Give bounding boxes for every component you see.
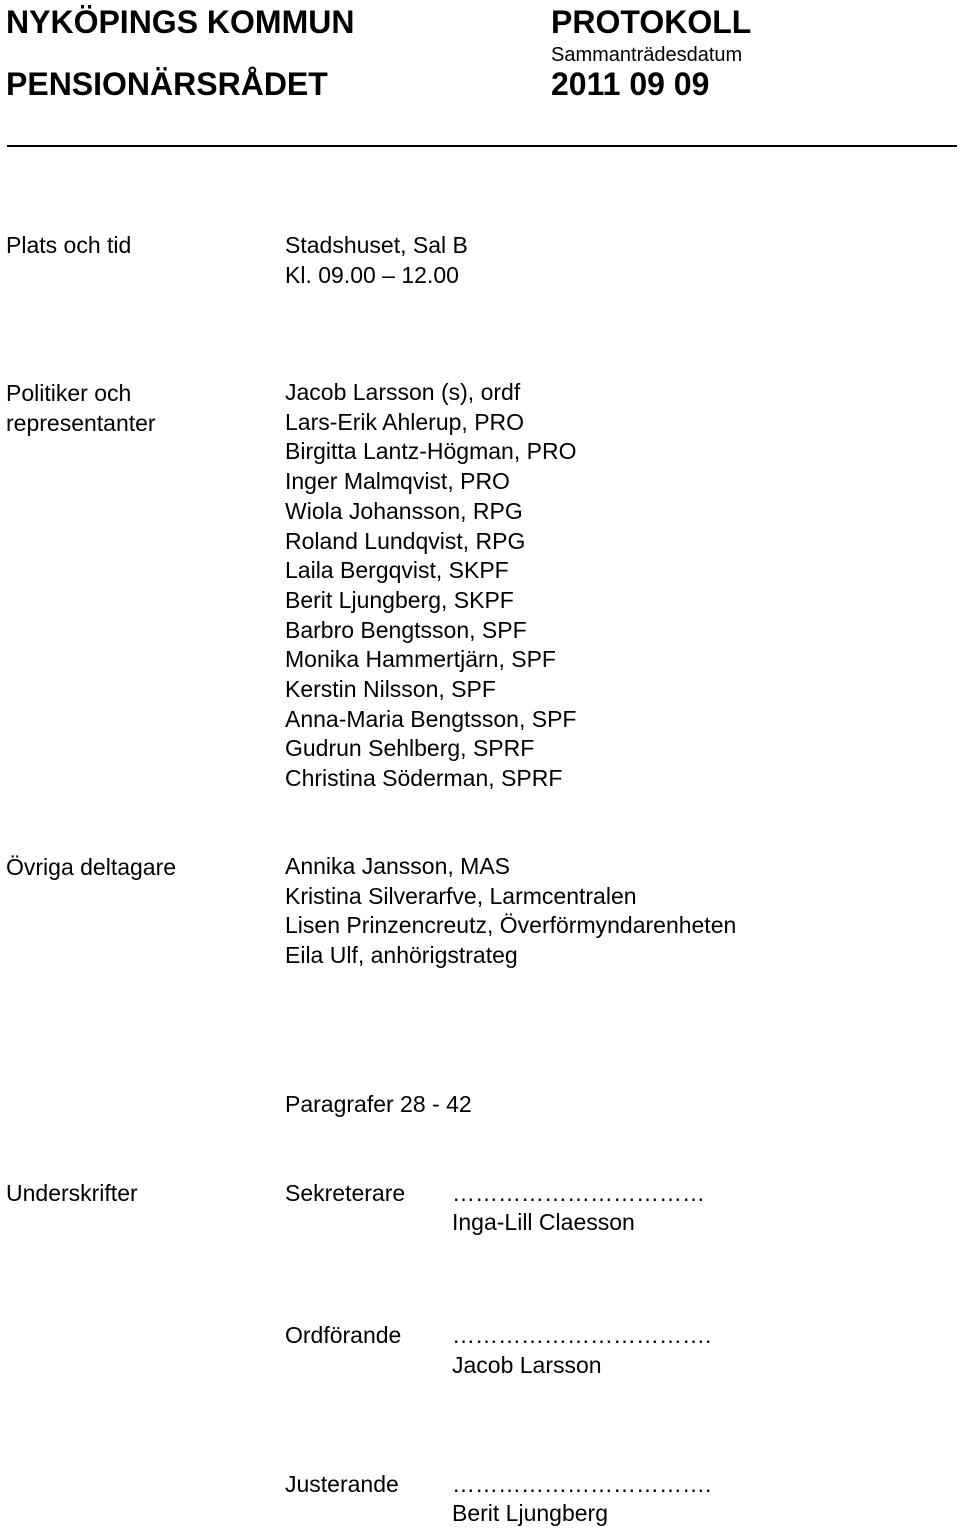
org-name: NYKÖPINGS KOMMUN (6, 4, 355, 40)
list-item: Anna-Maria Bengtsson, SPF (285, 705, 577, 732)
politicians-list (285, 378, 576, 794)
date-label: Sammanträdesdatum (551, 44, 743, 66)
chair-name: Jacob Larsson (452, 1352, 602, 1378)
list-item: Roland Lundqvist, RPG (285, 527, 526, 554)
department-name: PENSIONÄRSRÅDET (6, 66, 328, 102)
list-item: Annika Jansson, MAS (285, 853, 511, 879)
list-item: Laila Bergqvist, SKPF (285, 557, 509, 584)
secretary-role: Sekreterare (285, 1180, 406, 1206)
list-item: Kristina Silverarfve, Larmcentralen (285, 882, 637, 909)
list-item: Birgitta Lantz-Högman, PRO (285, 438, 577, 465)
place-label: Plats och tid (6, 232, 132, 258)
chair-role: Ordförande (285, 1322, 402, 1348)
politicians-label-line2: representanter (6, 410, 156, 436)
place-venue: Stadshuset, Sal B (285, 232, 468, 258)
list-item: Barbro Bengtsson, SPF (285, 616, 527, 643)
others-label: Övriga deltagare (6, 854, 177, 880)
chair-signature-line: ……………………………. (452, 1322, 712, 1348)
adjuster-signature-line: ……………………………. (452, 1471, 712, 1497)
list-item: Wiola Johansson, RPG (285, 497, 523, 524)
list-item: Berit Ljungberg, SKPF (285, 586, 514, 613)
list-item: Eila Ulf, anhörigstrateg (285, 942, 518, 969)
meeting-date: 2011 09 09 (551, 66, 710, 102)
list-item: Monika Hammertjärn, SPF (285, 646, 556, 673)
signatures-label: Underskrifter (6, 1180, 138, 1206)
list-item: Lisen Prinzencreutz, Överförmyndarenheten (285, 912, 737, 939)
header-divider (7, 145, 957, 147)
others-list (285, 852, 736, 971)
secretary-signature-line: …………………………… (452, 1180, 705, 1206)
list-item: Gudrun Sehlberg, SPRF (285, 735, 535, 762)
document-type: PROTOKOLL (551, 4, 752, 40)
politicians-label-line1: Politiker och (6, 380, 132, 406)
adjuster-role: Justerande (285, 1471, 399, 1497)
list-item: Kerstin Nilsson, SPF (285, 676, 496, 703)
list-item: Lars-Erik Ahlerup, PRO (285, 408, 525, 435)
place-time: Kl. 09.00 – 12.00 (285, 262, 459, 288)
secretary-name: Inga-Lill Claesson (452, 1209, 635, 1235)
list-item: Jacob Larsson (s), ordf (285, 379, 521, 405)
adjuster-name: Berit Ljungberg (452, 1500, 608, 1526)
list-item: Christina Söderman, SPRF (285, 765, 563, 792)
list-item: Inger Malmqvist, PRO (285, 468, 510, 495)
paragraphs-range: Paragrafer 28 - 42 (285, 1091, 472, 1117)
